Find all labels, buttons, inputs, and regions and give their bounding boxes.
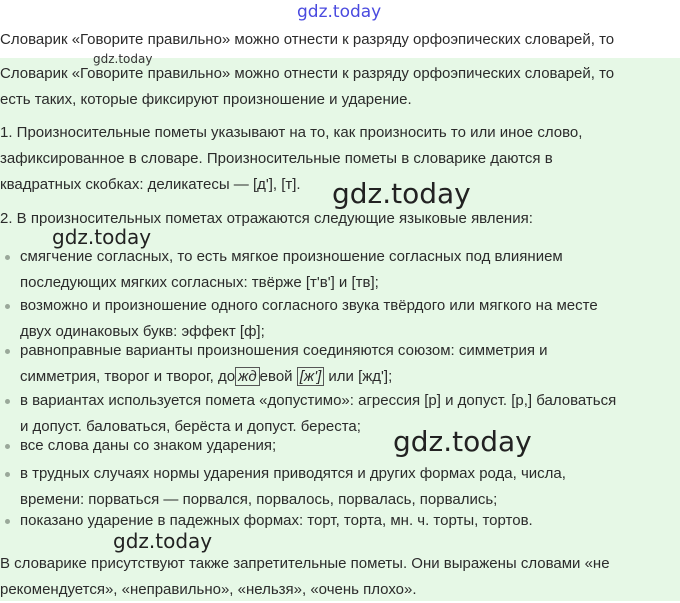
list-item [0, 433, 676, 459]
intro-paragraph [0, 61, 676, 113]
item-line: в трудных случаях нормы ударения приводятся и других формах рода, числа, [20, 465, 566, 482]
list-item [0, 461, 676, 513]
watermark: gdz.today [393, 425, 532, 458]
item-text: или [жд']; [324, 368, 393, 385]
watermark: gdz.today [332, 177, 471, 210]
item-line [20, 364, 676, 390]
list-item [0, 338, 676, 390]
bullet-icon [5, 472, 10, 477]
watermark: gdz.today [113, 529, 213, 553]
boxed-letters: жд [235, 367, 260, 386]
content-panel [0, 58, 680, 601]
item-line: показано ударение в падежных формах: торт, торта, мн. ч. торты, тортов. [20, 512, 533, 529]
watermark: gdz.today [297, 2, 382, 22]
item-text: евой [259, 368, 293, 385]
outro-paragraph [0, 551, 676, 603]
p1-line-3: квадратных скобках: деликатесы — [д'], [т]. [0, 176, 301, 193]
item-line: равноправные варианты произношения соединяются союзом: симметрия и [20, 342, 548, 359]
watermark: gdz.today [93, 52, 153, 66]
outro-line-2: рекомендуется», «неправильно», «нельзя», «очень плохо». [0, 581, 417, 598]
item-line: в вариантах используется помета «допустимо»: агрессия [р] и допуст. [р,] баловаться [20, 392, 617, 409]
list-item [0, 508, 676, 534]
p1-line-2: зафиксированное в словаре. Произносительные пометы в словарике даются в [0, 150, 553, 167]
item-line: все слова даны со знаком ударения; [20, 437, 277, 454]
boxed-transcription: [ж'] [297, 367, 325, 386]
watermark: gdz.today [52, 225, 152, 249]
outro-line-1: В словарике присутствуют также запретительные пометы. Они выражены словами «не [0, 555, 610, 572]
bullet-icon [5, 399, 10, 404]
bullet-icon [5, 304, 10, 309]
item-text: симметрия, творог и творог, до [20, 368, 236, 385]
list-item [0, 244, 676, 296]
bullet-icon [5, 519, 10, 524]
item-line: времени: порваться — порвался, порвалось, порвалась, порвались; [20, 491, 498, 508]
item-line: последующих мягких согласных: твёрже [т'в'] и [тв]; [20, 274, 379, 291]
paragraph-2: 2. В произносительных пометах отражаются следующие языковые явления: [0, 210, 533, 227]
item-line: смягчение согласных, то есть мягкое произношение согласных под влиянием [20, 248, 563, 265]
intro-line-top: Словарик «Говорите правильно» можно отнести к разряду орфоэпических словарей, то [0, 31, 615, 48]
bullet-icon [5, 255, 10, 260]
bullet-icon [5, 444, 10, 449]
intro-line-2: есть таких, которые фиксируют произношение и ударение. [0, 91, 412, 108]
intro-line-1: Словарик «Говорите правильно» можно отнести к разряду орфоэпических словарей, то [0, 65, 615, 82]
item-line: двух одинаковых букв: эффект [ф]; [20, 323, 265, 340]
p1-line-1: 1. Произносительные пометы указывают на то, как произносить то или иное слово, [0, 124, 583, 141]
bullet-icon [5, 349, 10, 354]
item-line: возможно и произношение одного согласного звука твёрдого или мягкого на месте [20, 297, 598, 314]
item-line: и допуст. баловаться, берёста и допуст. береста; [20, 418, 361, 435]
